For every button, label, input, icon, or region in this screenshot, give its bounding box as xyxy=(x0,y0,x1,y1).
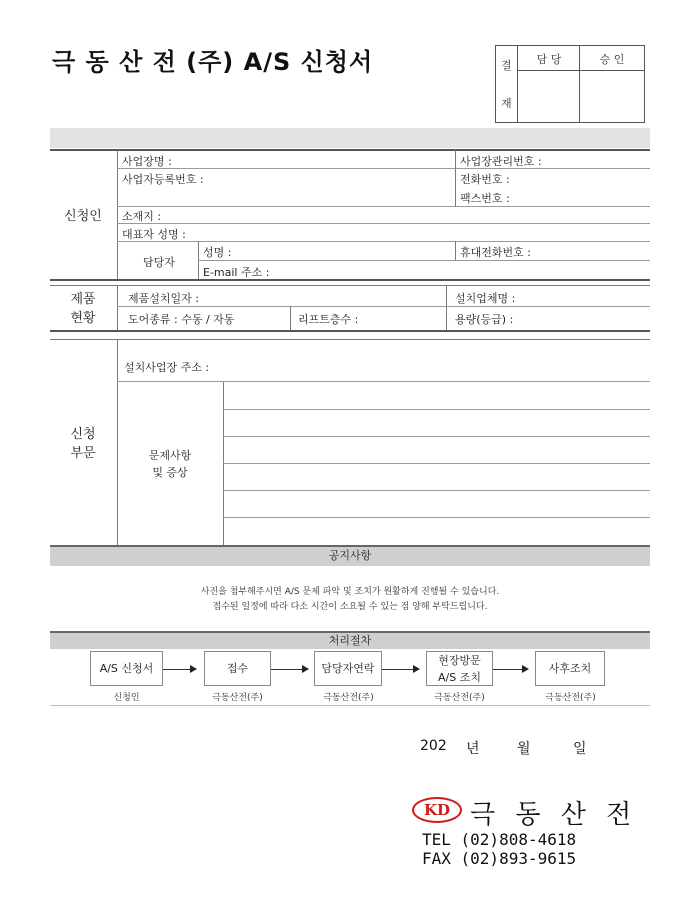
step-owner: 신청인 xyxy=(113,693,140,703)
divider xyxy=(50,705,650,706)
approval-side-column xyxy=(496,46,518,122)
divider xyxy=(117,241,650,242)
installer-field[interactable]: 설치업체명 : xyxy=(455,292,516,305)
approval-approve-cell[interactable] xyxy=(580,46,644,122)
capacity-field[interactable]: 용량(등급) : xyxy=(455,313,514,326)
request-section-label-2: 부문 xyxy=(70,446,96,461)
step-owner: 극동산전(주) xyxy=(212,693,263,703)
step-label: 담당자연락 xyxy=(321,662,375,675)
divider xyxy=(117,286,118,330)
step-owner: 극동산전(주) xyxy=(545,693,596,703)
divider xyxy=(290,306,291,330)
contact-name-field[interactable]: 성명 : xyxy=(203,246,232,259)
divider xyxy=(117,223,650,224)
divider xyxy=(117,306,650,307)
divider xyxy=(455,241,456,260)
step-visit xyxy=(426,651,493,686)
date-year[interactable]: 202 xyxy=(420,738,447,754)
approval-label-2: 재 xyxy=(501,97,512,110)
approval-header-divider xyxy=(518,70,644,71)
divider xyxy=(50,279,650,281)
notice-line-2: 접수된 일정에 따라 다소 시간이 소요될 수 있는 점 양해 부탁드립니다. xyxy=(212,602,488,612)
arrow-icon xyxy=(413,665,420,673)
product-section-label-2: 현황 xyxy=(70,311,96,326)
notice-line-1: 사진을 첨부해주시면 A/S 문제 파악 및 조치가 원활하게 진행될 수 있습니다. xyxy=(200,587,500,597)
divider xyxy=(198,260,650,261)
company-name: 극 동 산 전 xyxy=(470,800,638,830)
door-type-field[interactable]: 도어종류 : 수동 / 자동 xyxy=(128,313,235,326)
arrow xyxy=(271,669,303,670)
form-title: 극 동 산 전 (주) A/S 신청서 xyxy=(52,48,374,76)
divider xyxy=(117,206,650,207)
notice-header: 공지사항 xyxy=(50,545,650,566)
approval-in-charge-cell[interactable] xyxy=(518,46,580,122)
approval-in-charge-label: 담 당 xyxy=(536,53,562,66)
phone-field[interactable]: 전화번호 : xyxy=(460,173,510,186)
step-followup xyxy=(535,651,605,686)
step-label-2: A/S 조치 xyxy=(438,670,481,684)
approval-box xyxy=(495,45,645,123)
arrow xyxy=(382,669,414,670)
step-label: 현장방문 xyxy=(438,653,481,667)
step-owner: 극동산전(주) xyxy=(434,693,485,703)
problem-label-2: 및 증상 xyxy=(152,466,188,479)
divider xyxy=(117,340,118,545)
arrow xyxy=(163,669,191,670)
step-owner: 극동산전(주) xyxy=(323,693,374,703)
company-fax: FAX (02)893-9615 xyxy=(422,849,577,868)
request-section-label-1: 신청 xyxy=(70,427,96,442)
product-section-label-1: 제품 xyxy=(70,292,96,307)
date-day-label: 일 xyxy=(573,741,587,757)
mobile-field[interactable]: 휴대전화번호 : xyxy=(460,246,531,259)
arrow xyxy=(493,669,523,670)
address-field[interactable]: 소재지 : xyxy=(122,210,162,223)
arrow-icon xyxy=(302,665,309,673)
divider xyxy=(117,168,650,169)
step-contact xyxy=(314,651,382,686)
arrow-icon xyxy=(190,665,197,673)
date-month-label: 월 xyxy=(517,741,531,757)
install-date-field[interactable]: 제품설치일자 : xyxy=(128,292,199,305)
applicant-section-label: 신청인 xyxy=(64,209,102,224)
divider xyxy=(455,150,456,206)
company-logo: KD xyxy=(412,797,462,823)
date-year-label: 년 xyxy=(466,741,480,757)
approval-approve-label: 승 인 xyxy=(599,53,625,66)
problem-line[interactable] xyxy=(223,463,650,464)
divider xyxy=(50,149,650,151)
step-receipt xyxy=(204,651,271,686)
divider xyxy=(117,381,650,382)
step-label: 사후조치 xyxy=(548,662,592,675)
step-label: 접수 xyxy=(226,662,249,675)
divider xyxy=(50,339,650,340)
procedure-header: 처리절차 xyxy=(50,631,650,649)
divider xyxy=(50,330,650,332)
contact-person-label: 담당자 xyxy=(143,256,175,269)
company-tel: TEL (02)808-4618 xyxy=(422,830,577,849)
ceo-name-field[interactable]: 대표자 성명 : xyxy=(122,228,186,241)
header-band xyxy=(50,128,650,148)
divider xyxy=(117,150,118,279)
fax-field[interactable]: 팩스번호 : xyxy=(460,192,510,205)
step-label: A/S 신청서 xyxy=(99,662,154,675)
site-address-field[interactable]: 설치사업장 주소 : xyxy=(124,361,210,374)
business-name-field[interactable]: 사업장명 : xyxy=(122,155,172,168)
email-field[interactable]: E-mail 주소 : xyxy=(203,266,270,279)
problem-line[interactable] xyxy=(223,517,650,518)
business-reg-no-field[interactable]: 사업자등록번호 : xyxy=(122,173,204,186)
approval-label-1: 결 xyxy=(501,59,512,72)
problem-label-1: 문제사항 xyxy=(148,449,192,462)
business-mgmt-no-field[interactable]: 사업장관리번호 : xyxy=(460,155,542,168)
divider xyxy=(50,285,650,286)
floors-field[interactable]: 리프트층수 : xyxy=(298,313,359,326)
divider xyxy=(446,286,447,330)
step-application xyxy=(90,651,163,686)
arrow-icon xyxy=(522,665,529,673)
problem-line[interactable] xyxy=(223,436,650,437)
problem-line[interactable] xyxy=(223,409,650,410)
problem-line[interactable] xyxy=(223,490,650,491)
